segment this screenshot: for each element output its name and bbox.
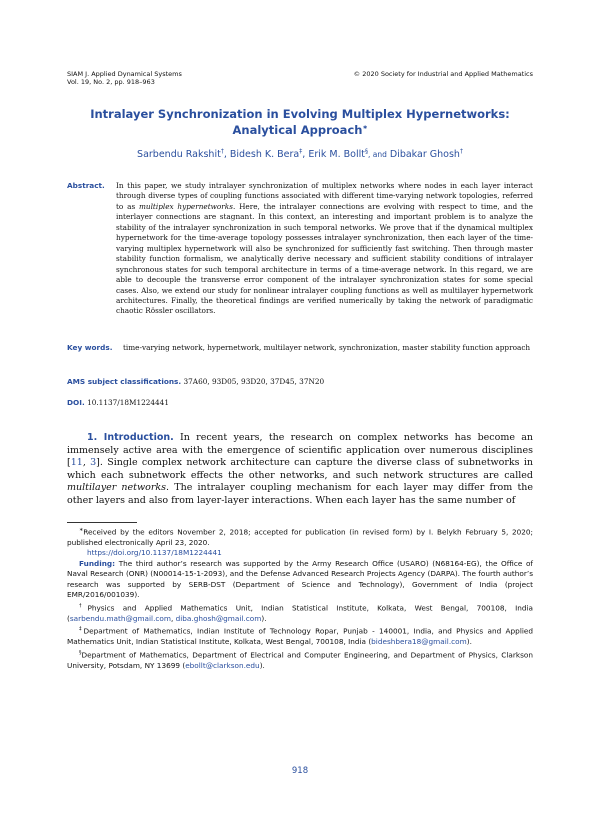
keywords-text: time-varying network, hypernetwork, multilayer network, synchronization, master stability function approach — [123, 343, 531, 352]
intro-text: . The intralayer coupling mechanism for each layer may differ from the other layers and also from layer-layer interactions. When each layer has the same number of — [67, 482, 534, 506]
author-name: Bidesh K. Bera — [229, 149, 300, 161]
ams-codes: 37A60, 93D05, 93D20, 37D45, 37N20 — [183, 377, 325, 386]
doi-label: DOI. — [67, 398, 85, 407]
author-list: Sarbendu Rakshit†, Bidesh K. Bera‡, Erik M. Bollt§, and Dibakar Ghosh† — [137, 148, 463, 161]
journal-name: SIAM J. Applied Dynamical Systems — [67, 70, 182, 78]
journal-volume: Vol. 19, No. 2, pp. 918–963 — [67, 78, 155, 86]
footnote-text: ). — [261, 613, 267, 623]
author-name: Dibakar Ghosh — [389, 149, 460, 161]
intro-text: , — [82, 457, 91, 469]
email-link[interactable]: sarbendu.math@gmail.com — [69, 613, 171, 623]
footnote-mark: † — [79, 602, 88, 609]
abstract-part: . Here, the intralayer connections are evolving with respect to time, and the interlayer connections are stagnant. In this context, an interesting and important problem is to analyze the stability of the intralayer synchronization in such temporal networks. We prove that if the dynamical multiplex hypernetwork for the time-average topology possesses intralayer synchronization, then each layer of the time-varying multiplex hypernetwork will also be synchronized for sufficiently fast switching. Then through master stability function formalism, we analytically derive necessary and sufficient stability conditions of intralayer synchronous states for such temporal architecture in terms of a time-average network. In this regard, we are able to decouple the transverse error component of the intralayer synchronization states for some special cases. Also, we extend our study for nonlinear intralayer coupling functions as well as multilayer hypernetwork architectures. Finally, the theoretical findings are verified numerically by taking the network of paradigmatic chaotic Rössler oscillators. — [116, 201, 533, 316]
footnotes — [67, 525, 533, 671]
intro-emphasis: multilayer networks — [67, 482, 167, 494]
author-mark: § — [364, 148, 368, 155]
doi-line — [67, 398, 169, 407]
page-number: 918 — [291, 766, 309, 776]
footnote-text: Department of Mathematics, Indian Institute of Technology Ropar, Punjab - 140001, India, and Physics and Applied Mathematics Unit, Indian Statistical Institute, Kolkata, West Bengal, 700108, India ( — [67, 626, 533, 647]
abstract-block — [67, 181, 533, 317]
footnote-affiliation — [67, 624, 533, 647]
section-heading: 1. Introduction. — [87, 432, 174, 443]
footnote-text: ). — [466, 637, 472, 647]
email-link[interactable]: ebollt@clarkson.edu — [185, 660, 260, 670]
abstract-emphasis: multiplex hypernetworks — [138, 201, 233, 211]
citation-link[interactable]: 11 — [70, 457, 83, 469]
footnote-mark: § — [79, 649, 82, 656]
citation-link[interactable]: 3 — [90, 457, 97, 469]
keywords-label: Key words. — [67, 343, 113, 352]
footnote-divider — [67, 522, 137, 523]
footnote-text: Received by the editors November 2, 2018; accepted for publication (in revised form) by I. Belykh February 5, 2020; published electronically April 23, 2020. — [67, 527, 533, 547]
author-name: Sarbendu Rakshit — [137, 149, 221, 161]
footnote-text: , — [171, 613, 176, 623]
footnote-text: Physics and Applied Mathematics Unit, Indian Statistical Institute, Kolkata, West Bengal, 700108, India ( — [67, 603, 533, 623]
footnote-url-line — [67, 548, 533, 559]
keywords-block — [67, 343, 533, 353]
doi-url-link[interactable]: https://doi.org/10.1137/18M1224441 — [87, 548, 222, 558]
introduction-section — [67, 432, 533, 508]
paper-title-text: Intralayer Synchronization in Evolving Multiplex Hypernetworks: Analytical Approach — [90, 107, 510, 137]
email-link[interactable]: bideshbera18@gmail.com — [371, 637, 467, 647]
author-name: Erik M. Bollt — [308, 149, 365, 161]
doi-value: 10.1137/18M1224441 — [87, 398, 169, 407]
footnote-mark: ∗ — [79, 527, 84, 533]
abstract-part: In this paper, we study intralayer synchronization of multiplex networks where nodes in each layer interact through diverse types of coupling functions associated with different time-varying network topologies, referred to as — [116, 181, 533, 211]
footnote-received — [67, 525, 533, 548]
paper-title — [80, 107, 520, 137]
footnote-text: ). — [259, 660, 265, 670]
intro-text: In recent years, the research on complex networks has become an immensely active area with the emergence of scientific application over numerous disciplines [ — [67, 432, 533, 469]
funding-label: Funding: — [79, 558, 116, 568]
abstract-label: Abstract. — [67, 181, 105, 190]
abstract-text — [116, 181, 533, 317]
footnote-funding — [67, 559, 533, 601]
author-mark: † — [220, 148, 224, 155]
copyright-notice: © 2020 Society for Industrial and Applied Mathematics — [353, 70, 533, 78]
ams-classifications — [67, 377, 324, 386]
ams-label: AMS subject classifications. — [67, 377, 182, 386]
journal-header — [67, 70, 182, 86]
author-conjunction: , and — [367, 150, 387, 160]
footnote-affiliation — [67, 648, 533, 671]
footnote-text: The third author’s research was supported by the Army Research Office (USARO) (N68164-EG), the Office of Naval Research (ONR) (N00014-15-1-2093), and the Defense Advanced Research Projects Agency (DARPA). The fourth author’s research was supported by SERB-DST (Department of Science and Technology), Government of India (project EMR/2016/001039). — [67, 558, 533, 600]
intro-text: ]. Single complex network architecture can capture the diverse class of subnetworks in which each subnetwork effects the other networks, and such network structures are called — [67, 457, 533, 481]
email-link[interactable]: diba.ghosh@gmail.com — [175, 613, 262, 623]
title-footnote-mark: ∗ — [362, 124, 368, 131]
author-mark: ‡ — [299, 148, 303, 155]
footnote-affiliation — [67, 601, 533, 624]
author-mark: † — [459, 148, 463, 155]
footnote-text: Department of Mathematics, Department of Electrical and Computer Engineering, and Department of Physics, Clarkson University, Potsdam, NY 13699 ( — [67, 650, 533, 670]
footnote-mark: ‡ — [79, 626, 84, 633]
